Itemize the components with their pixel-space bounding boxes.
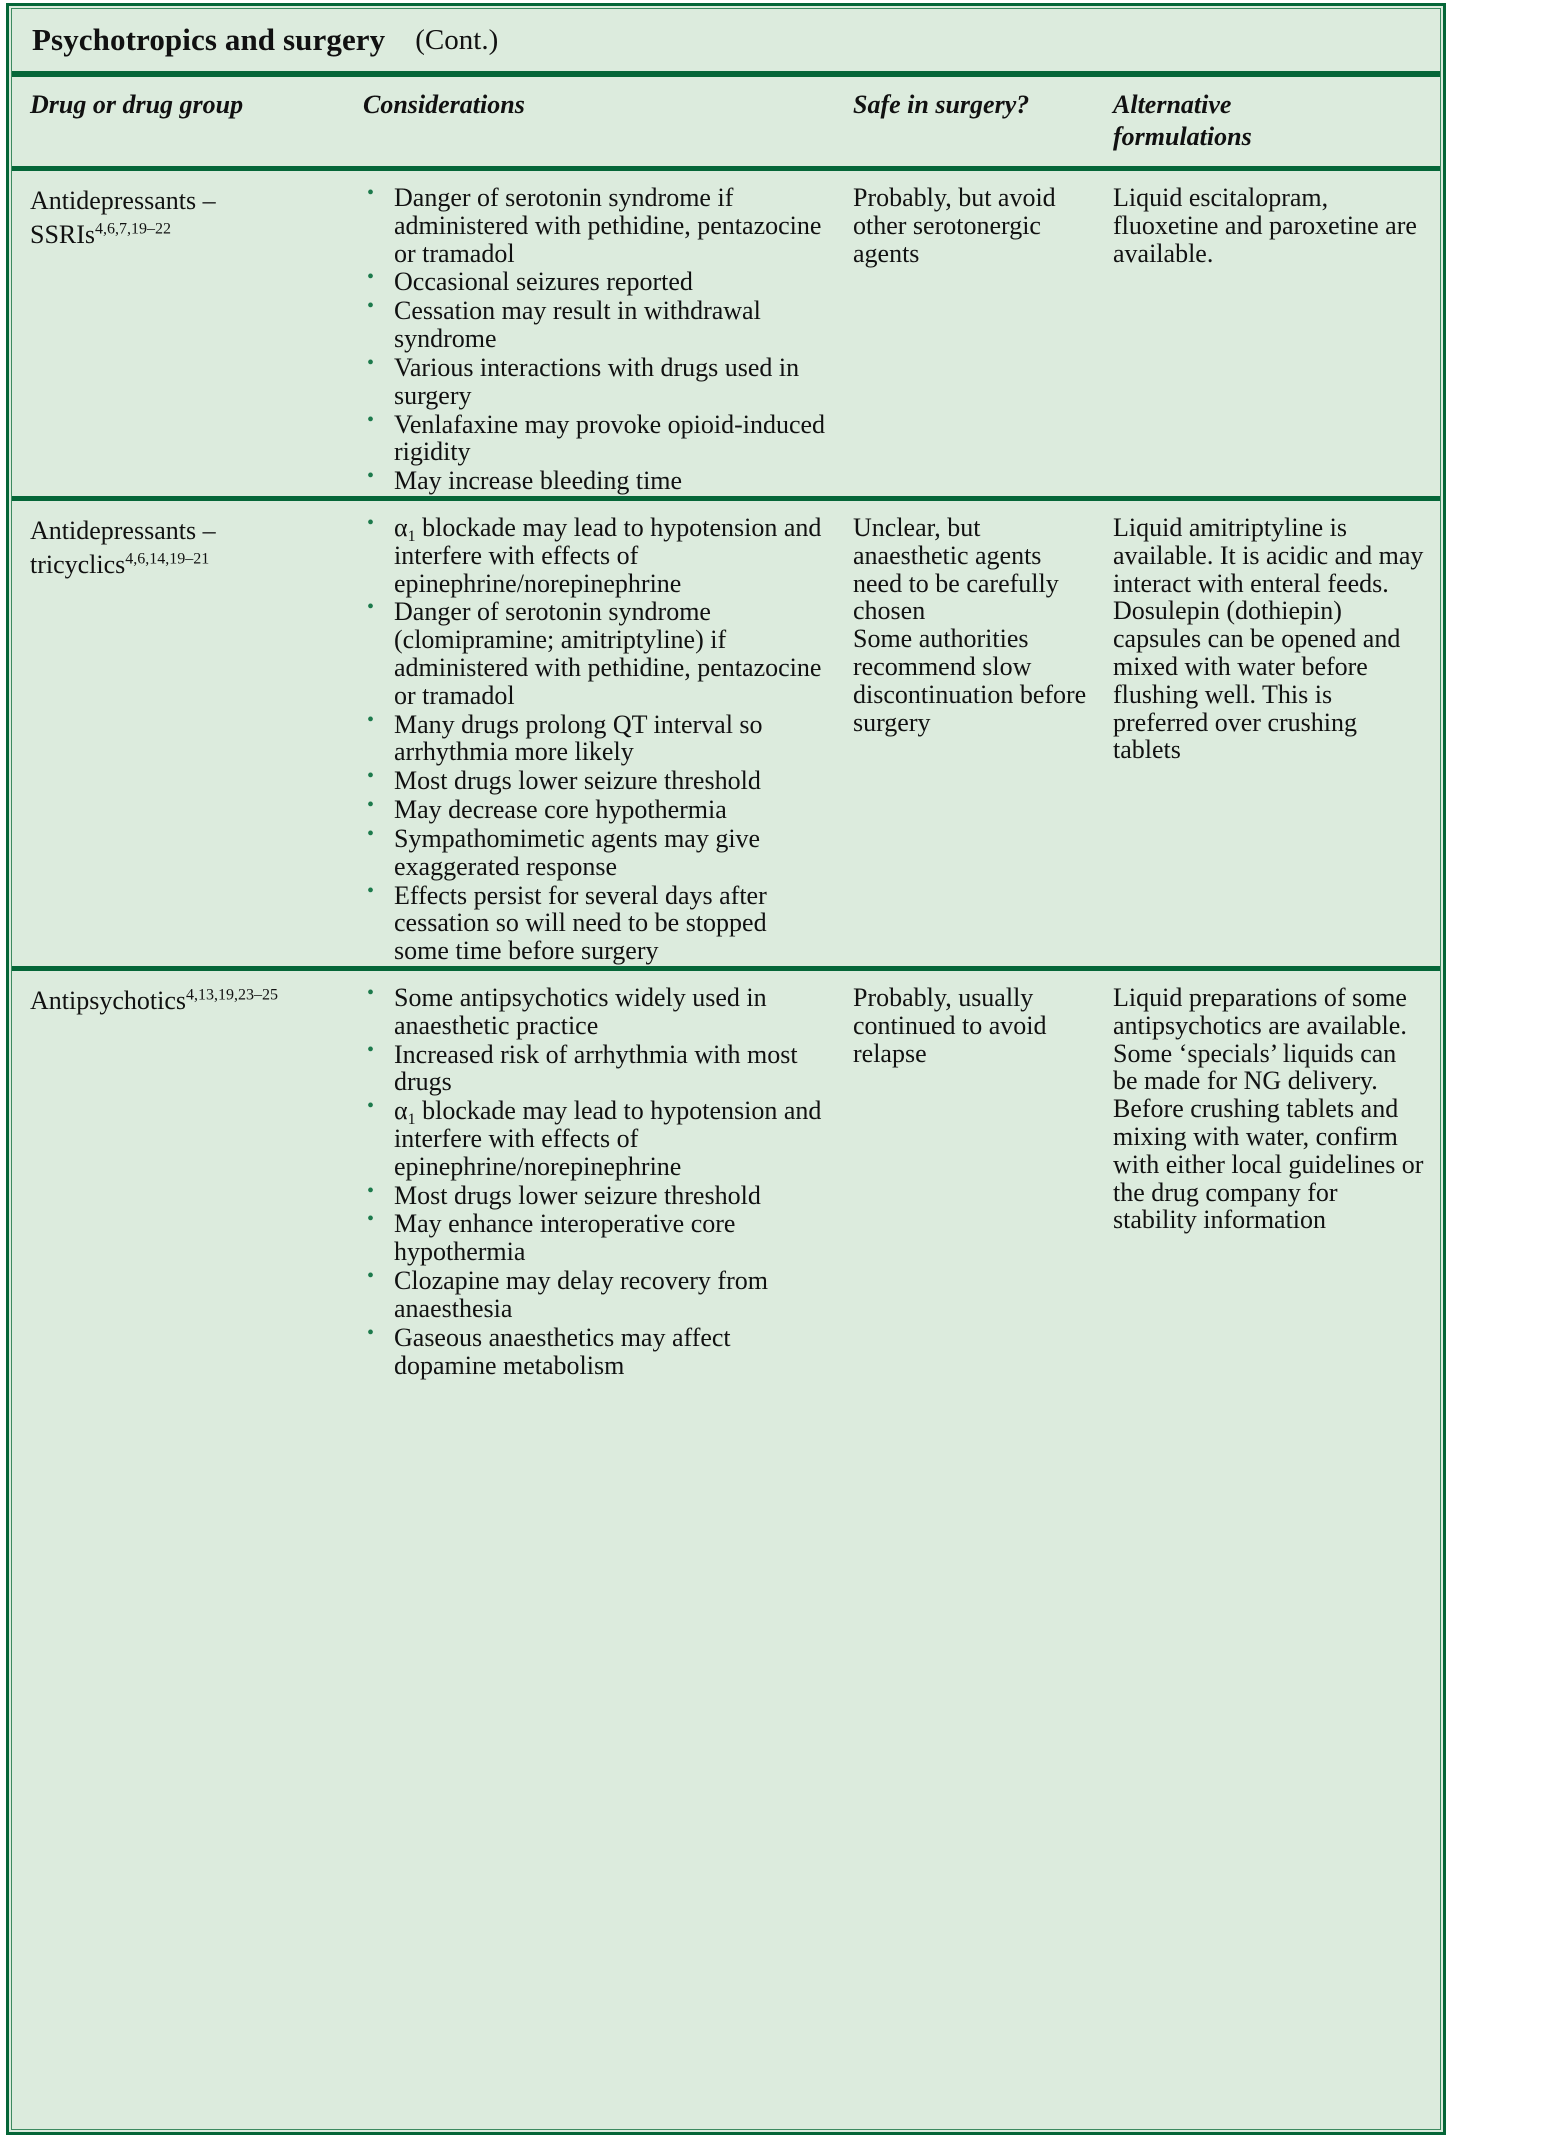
cell-alternative-formulations (1105, 184, 1440, 496)
list-item: • Various interactions with drugs used in surgery (363, 354, 827, 410)
alternative-formulations-text: Some ‘specials’ liquids can be made for NG delivery. (1113, 1038, 1397, 1096)
table-body (12, 171, 1440, 2129)
cell-alternative-formulations (1105, 514, 1440, 966)
reference-superscript: 4,6,14,19–21 (125, 550, 210, 568)
alternative-formulations-text: Liquid amitriptyline is available. It is acidic and may interact with enteral feeds. (1113, 512, 1424, 598)
list-item: • Some antipsychotics widely used in anaesthetic practice (363, 984, 827, 1040)
alternative-formulations-text: Dosulepin (dothiepin) capsules can be opened and mixed with water before flushing well. This is preferred over crushing tablets (1113, 596, 1401, 765)
psychotropics-surgery-table (6, 3, 1446, 2135)
drug-group-label: Antidepressants – tricyclics (30, 515, 216, 579)
list-item: • Most drugs lower seizure threshold (363, 767, 827, 795)
drug-group-name (30, 514, 343, 582)
list-item: • Gaseous anaesthetics may affect dopamine metabolism (363, 1324, 827, 1380)
table-title: Psychotropics and surgery (32, 22, 386, 57)
list-item: • May increase bleeding time (363, 467, 827, 495)
safe-in-surgery-text: Some authorities recommend slow discontinuation before surgery (853, 624, 1087, 737)
list-item: • Danger of serotonin syndrome (clomipramine; amitriptyline) if administered with pethidine, pentazocine or tramadol (363, 598, 827, 709)
list-item: • $\alpha_1$ blockade may lead to hypotension and interfere with effects of epinephrine/norepinephrine (363, 514, 827, 597)
column-header-alt-line1: Alternative (1113, 90, 1232, 119)
list-item: • Effects persist for several days after cessation so will need to be stopped some time before surgery (363, 882, 827, 965)
list-item: • Occasional seizures reported (363, 268, 827, 296)
table-row (12, 171, 1440, 501)
table-header-row (12, 77, 1440, 171)
drug-group-label: Antidepressants – SSRIs (30, 186, 216, 249)
list-item: • Danger of serotonin syndrome if administered with pethidine, pentazocine or tramadol (363, 184, 827, 267)
list-item: • Most drugs lower seizure threshold (363, 1182, 827, 1210)
alternative-formulations-text: Liquid escitalopram, fluoxetine and paroxetine are available. (1113, 183, 1417, 268)
list-item: • Increased risk of arrhythmia with most drugs (363, 1041, 827, 1097)
column-header-drug: Drug or drug group (30, 90, 244, 119)
column-header-alternative-formulations (1105, 89, 1440, 166)
list-item-text: blockade may lead to hypotension and interfere with effects of epinephrine/norepinephrine (394, 1096, 822, 1181)
drug-group-name (30, 184, 343, 252)
list-item: • $\alpha_1$ blockade may lead to hypotension and interfere with effects of epinephrine/norepinephrine (363, 1097, 827, 1180)
cell-safe-in-surgery (845, 984, 1105, 1380)
considerations-list (363, 984, 827, 1379)
list-item: • Sympathomimetic agents may give exaggerated response (363, 825, 827, 881)
safe-in-surgery-text: Probably, but avoid other serotonergic agents (853, 183, 1056, 268)
list-item: • Clozapine may delay recovery from anaesthesia (363, 1267, 827, 1323)
list-item: • May enhance interoperative core hypothermia (363, 1210, 827, 1266)
alternative-formulations-text: Before crushing tablets and mixing with water, confirm with either local guidelines or the drug company for stability information (1113, 1094, 1424, 1235)
cell-safe-in-surgery (845, 184, 1105, 496)
alpha-subscript: 1 (407, 527, 416, 545)
table-inner-frame (11, 8, 1441, 2130)
considerations-list (363, 514, 827, 965)
cell-drug-group (12, 984, 355, 1380)
cell-considerations (355, 984, 845, 1380)
table-row (12, 501, 1440, 971)
list-item: • Many drugs prolong QT interval so arrhythmia more likely (363, 711, 827, 767)
cell-safe-in-surgery (845, 514, 1105, 966)
cell-considerations (355, 514, 845, 966)
cell-alternative-formulations (1105, 984, 1440, 1380)
alpha-subscript: 1 (407, 1111, 416, 1129)
table-title-bar (12, 9, 1440, 77)
table-row (12, 971, 1440, 1380)
column-header-considerations: Considerations (363, 90, 525, 119)
list-item: • May decrease core hypothermia (363, 796, 827, 824)
considerations-list (363, 184, 827, 495)
alternative-formulations-text: Liquid preparations of some antipsychotics are available. (1113, 982, 1407, 1040)
list-item: • Venlafaxine may provoke opioid-induced rigidity (363, 411, 827, 467)
cell-considerations (355, 184, 845, 496)
list-item: • Cessation may result in withdrawal syndrome (363, 297, 827, 353)
column-header-alt-line2: formulations (1113, 121, 1252, 151)
reference-superscript: 4,13,19,23–25 (186, 986, 278, 1004)
safe-in-surgery-text: Probably, usually continued to avoid relapse (853, 982, 1047, 1068)
drug-group-label: Antipsychotics (30, 985, 186, 1015)
cell-drug-group (12, 514, 355, 966)
safe-in-surgery-text: Unclear, but anaesthetic agents need to be carefully chosen (853, 512, 1059, 626)
cell-drug-group (12, 184, 355, 496)
list-item-text: blockade may lead to hypotension and interfere with effects of epinephrine/norepinephrine (394, 512, 822, 598)
reference-superscript: 4,6,7,19–22 (95, 220, 172, 238)
column-header-safe-in-surgery: Safe in surgery? (853, 90, 1030, 119)
table-title-continued: (Cont.) (415, 23, 499, 56)
drug-group-name (30, 984, 343, 1018)
